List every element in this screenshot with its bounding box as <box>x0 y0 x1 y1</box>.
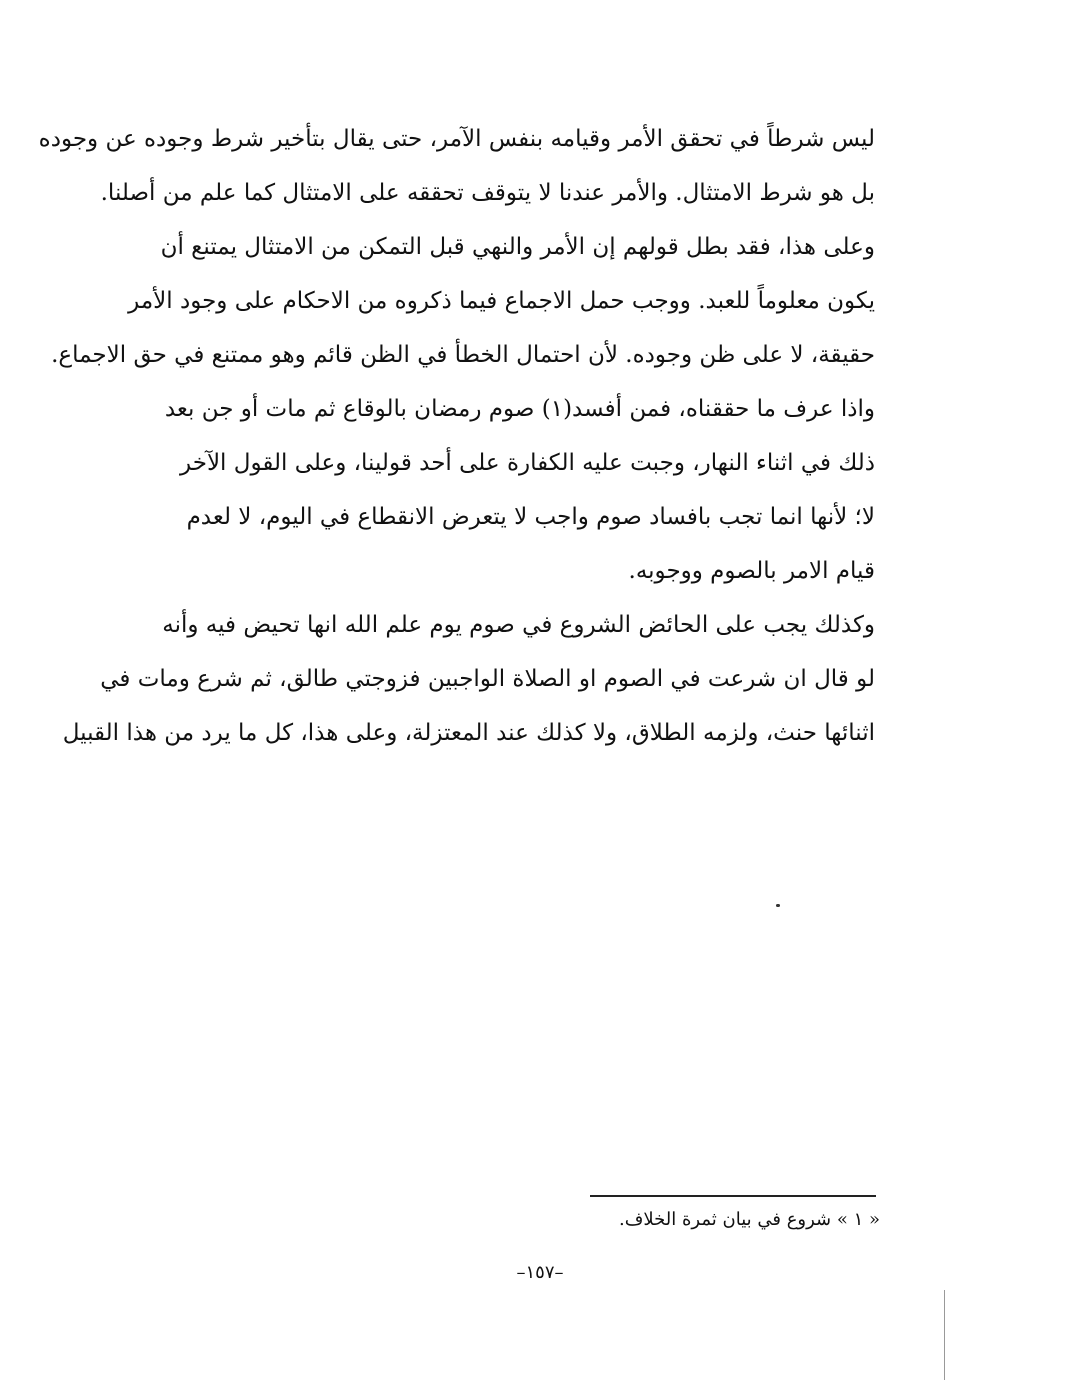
footnote: « ١ » شروع في بيان ثمرة الخلاف. <box>619 1209 880 1230</box>
text-line: وكذلك يجب على الحائض الشروع في صوم يوم علم الله انها تحيض فيه وأنه <box>162 612 875 638</box>
text-line: واذا عرف ما حققناه، فمن أفسد(١) صوم رمضان بالوقاع ثم مات أو جن بعد <box>164 396 875 422</box>
text-line: ليس شرطاً في تحقق الأمر وقيامه بنفس الآمر، حتى يقال بتأخير شرط وجوده عن وجوده <box>38 126 875 152</box>
text-line: لو قال ان شرعت في الصوم او الصلاة الواجبين فزوجتي طالق، ثم شرع ومات في <box>100 666 875 692</box>
text-line: يكون معلوماً للعبد. ووجب حمل الاجماع فيما ذكروه من الاحكام على وجود الأمر <box>128 288 875 314</box>
text-line: اثنائها حنث، ولزمه الطلاق، ولا كذلك عند المعتزلة، وعلى هذا، كل ما يرد من هذا القبيل <box>62 720 875 746</box>
text-line: بل هو شرط الامتثال. والأمر عندنا لا يتوقف تحققه على الامتثال كما علم من أصلنا. <box>100 180 875 206</box>
text-line: ذلك في اثناء النهار، وجبت عليه الكفارة على أحد قولينا، وعلى القول الآخر <box>180 450 875 476</box>
text-line: قيام الامر بالصوم ووجوبه. <box>628 558 875 584</box>
text-line: حقيقة، لا على ظن وجوده. لأن احتمال الخطأ في الظن قائم وهو ممتنع في حق الاجماع. <box>51 342 875 368</box>
text-line: وعلى هذا، فقد بطل قولهم إن الأمر والنهي قبل التمكن من الامتثال يمتنع أن <box>160 234 875 260</box>
body-text <box>38 112 875 760</box>
text-line: لا؛ لأنها انما تجب بافساد صوم واجب لا يتعرض الانقطاع في اليوم، لا لعدم <box>186 504 875 530</box>
page-number: –١٥٧– <box>516 1262 564 1283</box>
scan-edge-mark <box>944 1290 945 1380</box>
footnote-divider <box>590 1195 876 1197</box>
scan-speck <box>776 904 780 907</box>
